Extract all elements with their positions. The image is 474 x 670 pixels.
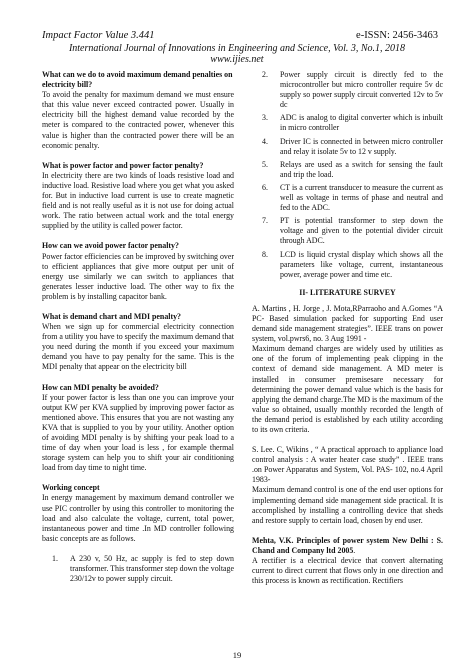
paragraph-max-demand: To avoid the penalty for maximum demand we must ensure that this value never exceed contracted power. Usually in electricity bill the highest demand value recorded by the meter is compared to the contracted power, whenever this value is higher than the contracted power there will be an economic penalty. xyxy=(42,90,234,150)
journal-title: International Journal of Innovations in Engineering and Science, Vol. 3, No.1, 2018 xyxy=(68,43,406,54)
paragraph-avoid-pf-penalty: Power factor efficiencies can be improved by switching over to efficient appliances that give more output per unit of energy use similarly we can switch to appliances that generates lesser inductive load. The other way to fix the problem is by installing capacitor bank. xyxy=(42,251,234,301)
impact-factor: Impact Factor Value 3.441 xyxy=(42,30,155,41)
reference-martins: A. Martins , H. Jorge , J. Mota,RParraoho and A.Gomes “A PC- Based simulation packed for supporting End user demand side management strategies”. IEEE trans on power system, vol.pwrs6, no. 3 Aug 1991 - xyxy=(252,303,443,344)
paragraph-power-factor: In electricity there are two kinds of loads resistive load and inductive load. Resistive load where you get what you asked for. But in inductive load current is use to create magnetic field and is not really useful as it is not use for doing actual work. The ratio between actual work and the total energy supplied by the utility is called power factor. xyxy=(42,170,234,231)
heading-working-concept: Working concept xyxy=(42,483,100,493)
list-text: PT is potential transformer to step down the voltage and given to the potential divider circuit through ADC. xyxy=(280,216,443,246)
list-item xyxy=(252,137,443,157)
concept-list-right xyxy=(252,70,443,280)
list-text: A 230 v, 50 Hz, ac supply is fed to step down transformer. This transformer step down the voltage 230/12v to power supply circuit. xyxy=(70,553,234,584)
list-text: LCD is liquid crystal display which shows all the parameters like voltage, current, instantaneous power, average power and time etc. xyxy=(280,249,443,279)
list-text: Relays are used as a switch for sensing the fault and trip the load. xyxy=(280,159,443,179)
list-item xyxy=(252,113,443,133)
header-row xyxy=(0,30,474,42)
reference-mehta-summary: A rectifier is a electrical device that convert alternating current to direct current that flows only in one direction and this process is known as rectification. Rectifiers xyxy=(252,556,443,586)
list-text: Power supply circuit is directly fed to the microcontroller but micro controller require 5v dc supply so power supply circuit converted 12v to 5v dc xyxy=(280,70,443,110)
paragraph-working-concept: In energy management by maximum demand controller we use PIC controller by using this controller to monitoring the load and also calculate the voltage, current, total power, instantaneous power and time .In MD controller following basic concepts are as follows. xyxy=(42,493,234,543)
heading-max-demand: What can we do to avoid maximum demand penalties on electricity bill? xyxy=(42,70,233,90)
list-item xyxy=(252,250,443,280)
right-column xyxy=(252,70,443,586)
list-item xyxy=(42,554,234,584)
list-number: 3. xyxy=(262,113,268,123)
list-item xyxy=(252,160,443,180)
left-column xyxy=(42,70,234,587)
concept-list-left xyxy=(42,554,234,584)
reference-mehta xyxy=(252,536,443,556)
paragraph-avoid-mdi: If your power factor is less than one you can improve your output KW per KVA supplied by improving power factor as mentioned above. This ensures that you are not wasting any KVA that is supplied to you by your utility. Another option of avoiding MDI penalty is by shifting your peak load to a time of day when your load is less , for example thermal storage system can help you to shift your air conditioning load from day time to night time. xyxy=(42,392,234,473)
list-item xyxy=(252,216,443,246)
list-text: Driver IC is connected in between micro controller and relay it isolate 5v to 12 v supply. xyxy=(280,136,443,156)
list-item xyxy=(252,183,443,213)
list-number: 7. xyxy=(262,216,268,226)
list-number: 5. xyxy=(262,159,268,169)
list-text: CT is a current transducer to measure the current as well as voltage in terms of phase and neutral and fed to the ADC. xyxy=(280,182,443,213)
page-number: 19 xyxy=(232,650,242,660)
reference-martins-summary: Maximum demand charges are widely used by utilities as one of the forum of implementing peak clipping in the context of demand side management. A MD meter is installed in consumer premisesare necessary for determining the power demand value which is the basis for applying the demand charge.The MD is the maximum of the value so obtained, usually monthly recorded the length of the demand period is established by each utility according to its own criteria. xyxy=(252,344,443,434)
list-number: 6. xyxy=(262,182,268,192)
list-number: 8. xyxy=(262,249,268,259)
paragraph-mdi-penalty: When we sign up for commercial electricity connection from a utility you have to specify the maximum demand that you need during the month if you exceed your maximum demand you have to pay penalty for the same. This is the MDI penalty that appear on the electricity bill xyxy=(42,322,234,372)
list-text: ADC is analog to digital converter which is inbuilt in micro controller xyxy=(280,113,443,133)
heading-avoid-mdi: How can MDI penalty be avoided? xyxy=(42,382,159,392)
list-item xyxy=(252,70,443,110)
section-heading-literature-survey: II- LITERATURE SURVEY xyxy=(299,287,396,297)
reference-lee: S. Lee. C, Wikins , “ A practical approach to appliance load control analysis : A water heater case study” . IEEE trans .on Power Apparatus and System, Vol. PAS- 102, no.4 April 1983- xyxy=(252,445,443,485)
issn: e-ISSN: 2456-3463 xyxy=(356,30,438,41)
list-number: 1. xyxy=(52,553,58,563)
list-number: 2. xyxy=(262,70,268,79)
page-header xyxy=(0,30,474,65)
list-number: 4. xyxy=(262,136,268,146)
heading-power-factor: What is power factor and power factor penalty? xyxy=(42,160,204,170)
reference-lee-summary: Maximum demand control is one of the end user options for implementing demand side management side practical. It is accomplished by installing a controlling device that sheds and restore supply to certain load, chosen by end user. xyxy=(252,485,443,525)
journal-website: www.ijies.net xyxy=(210,54,264,65)
heading-mdi-penalty: What is demand chart and MDI penalty? xyxy=(42,311,181,321)
heading-avoid-pf-penalty: How can we avoid power factor penalty? xyxy=(42,241,179,251)
reference-mehta-period: . xyxy=(353,545,356,555)
reference-mehta-title: Mehta, V.K. Principles of power system New Delhi : S. Chand and Company ltd 2005 xyxy=(252,535,443,555)
